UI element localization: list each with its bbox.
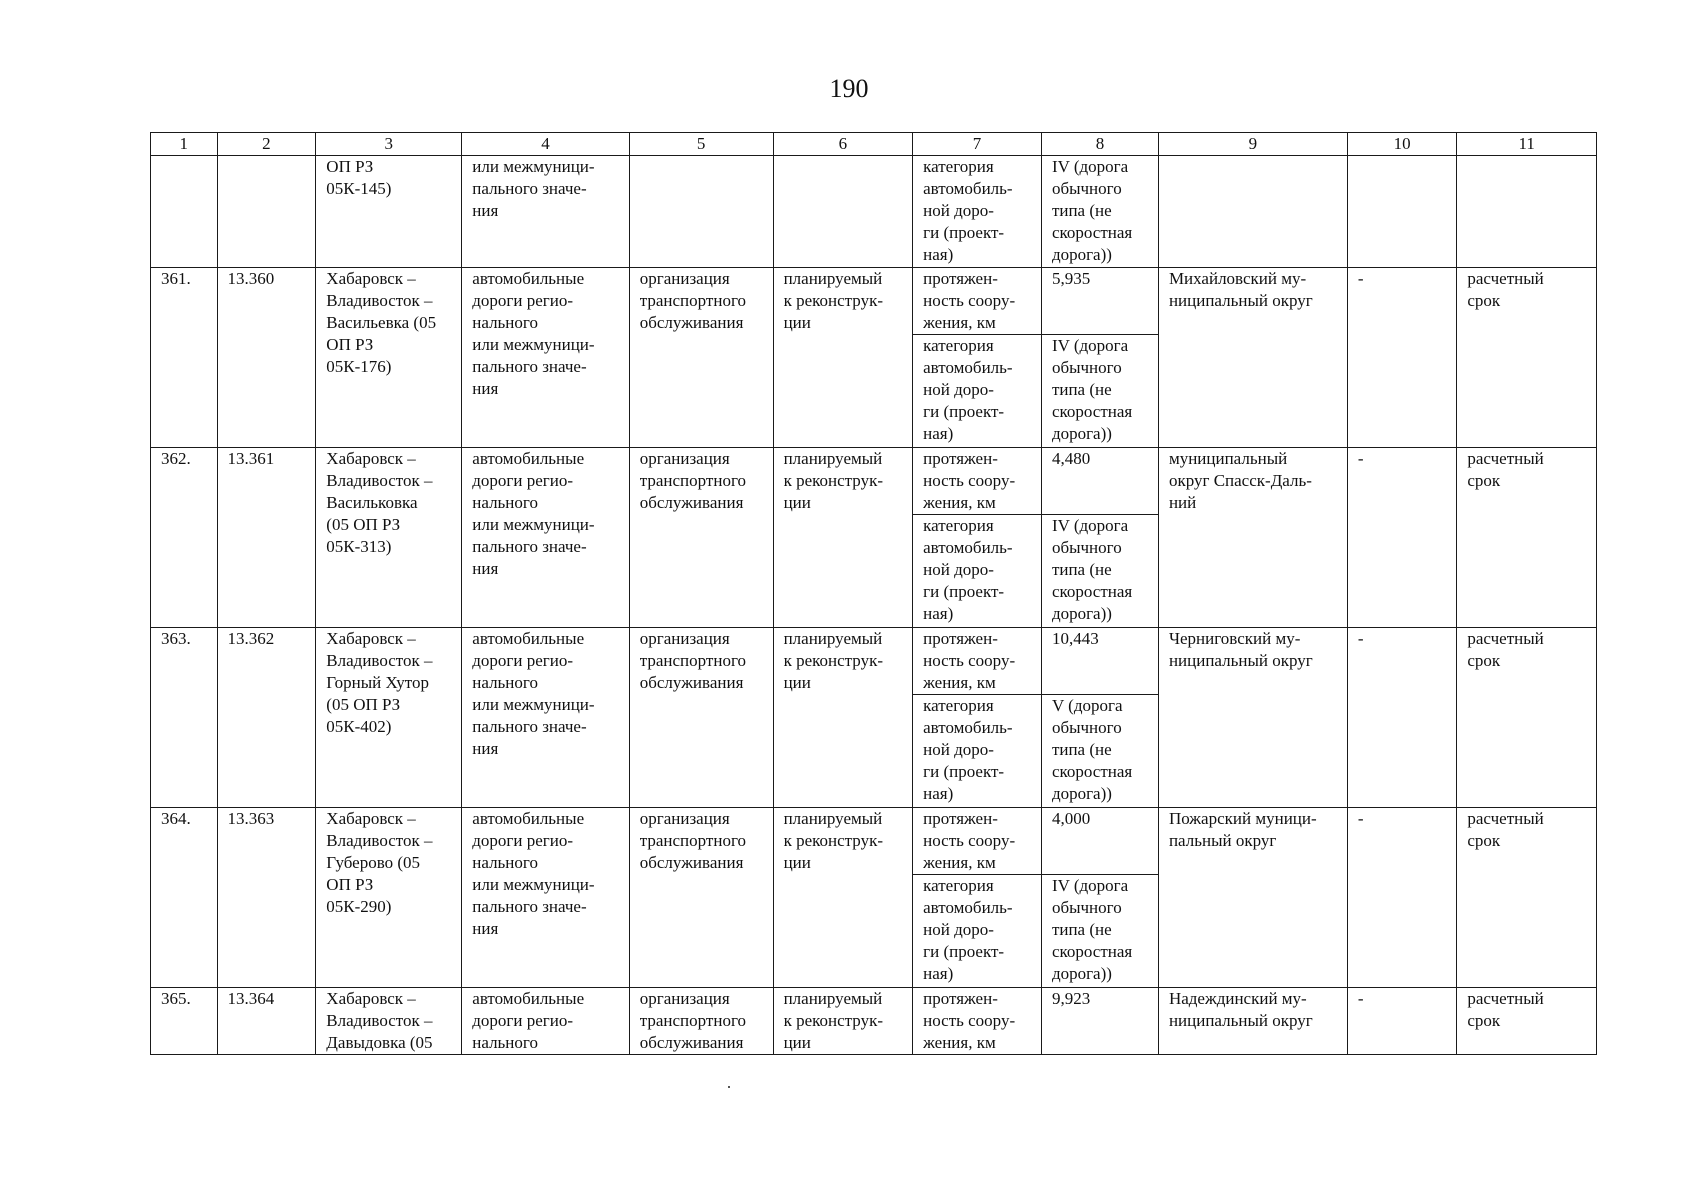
cell-num: 361. [151,268,218,448]
cell-purpose: организация транспортного обслуживания [629,628,773,808]
cell-location [1158,156,1347,268]
table-row [151,268,1597,335]
cell-status [773,156,913,268]
cell-term: расчетный срок [1457,988,1597,1055]
cell-location: Надеждинский му- ниципальный округ [1158,988,1347,1055]
cell-num: 363. [151,628,218,808]
cell-name: Хабаровск – Владивосток – Губерово (05 ОП РЗ 05К-290) [316,808,462,988]
cell-name: Хабаровск – Владивосток – Горный Хутор (05 ОП РЗ 05К-402) [316,628,462,808]
cell-param-name: категория автомобиль- ной доро- ги (проект- ная) [913,695,1042,808]
cell-purpose: организация транспортного обслуживания [629,988,773,1055]
table-row [151,448,1597,515]
cell-location: муниципальный округ Спасск-Даль- ний [1158,448,1347,628]
header-cell: 6 [773,133,913,156]
cell-param-name: протяжен- ность соору- жения, км [913,988,1042,1055]
cell-param-name: категория автомобиль- ной доро- ги (проект- ная) [913,875,1042,988]
header-cell: 5 [629,133,773,156]
cell-param-value: IV (дорога обычного типа (не скоростная дорога)) [1041,875,1158,988]
cell-type: или межмуници- пального значе- ния [462,156,629,268]
cell-purpose [629,156,773,268]
cell-purpose: организация транспортного обслуживания [629,268,773,448]
registry-table [150,132,1597,1055]
cell-status: планируемый к реконструк- ции [773,448,913,628]
cell-param-name: протяжен- ность соору- жения, км [913,268,1042,335]
cell-location: Пожарский муници- пальный округ [1158,808,1347,988]
cell-code: 13.362 [217,628,316,808]
table-row [151,988,1597,1055]
cell-zone: - [1347,628,1456,808]
header-cell: 2 [217,133,316,156]
cell-code: 13.364 [217,988,316,1055]
cell-num: 365. [151,988,218,1055]
header-cell: 10 [1347,133,1456,156]
cell-code: 13.363 [217,808,316,988]
cell-zone [1347,156,1456,268]
cell-param-value: 10,443 [1041,628,1158,695]
cell-param-value: IV (дорога обычного типа (не скоростная дорога)) [1041,335,1158,448]
cell-status: планируемый к реконструк- ции [773,268,913,448]
cell-term: расчетный срок [1457,448,1597,628]
header-cell: 11 [1457,133,1597,156]
cell-term: расчетный срок [1457,808,1597,988]
cell-param-name: протяжен- ность соору- жения, км [913,808,1042,875]
cell-zone: - [1347,808,1456,988]
cell-name: Хабаровск – Владивосток – Давыдовка (05 [316,988,462,1055]
header-cell: 3 [316,133,462,156]
cell-code: 13.361 [217,448,316,628]
cell-code: 13.360 [217,268,316,448]
cell-status: планируемый к реконструк- ции [773,808,913,988]
header-cell: 1 [151,133,218,156]
cell-param-name: категория автомобиль- ной доро- ги (проект- ная) [913,515,1042,628]
table-row [151,808,1597,875]
cell-param-value: V (дорога обычного типа (не скоростная дорога)) [1041,695,1158,808]
cell-type: автомобильные дороги регио- нального или межмуници- пального значе- ния [462,628,629,808]
cell-purpose: организация транспортного обслуживания [629,808,773,988]
cell-num: 364. [151,808,218,988]
header-row [151,133,1597,156]
cell-num: 362. [151,448,218,628]
continuation-row [151,156,1597,268]
cell-type: автомобильные дороги регио- нального [462,988,629,1055]
cell-code [217,156,316,268]
cell-param-value: 4,480 [1041,448,1158,515]
cell-zone: - [1347,268,1456,448]
header-cell: 9 [1158,133,1347,156]
cell-type: автомобильные дороги регио- нального или межмуници- пального значе- ния [462,808,629,988]
table-row [151,628,1597,695]
cell-term: расчетный срок [1457,628,1597,808]
cell-param-name: категория автомобиль- ной доро- ги (проект- ная) [913,335,1042,448]
cell-param-name: протяжен- ность соору- жения, км [913,628,1042,695]
cell-zone: - [1347,988,1456,1055]
page-number: 190 [829,74,869,103]
cell-param-value: 5,935 [1041,268,1158,335]
cell-num [151,156,218,268]
cell-location: Михайловский му- ниципальный округ [1158,268,1347,448]
cell-location: Черниговский му- ниципальный округ [1158,628,1347,808]
cell-param-value: 9,923 [1041,988,1158,1055]
cell-term: расчетный срок [1457,268,1597,448]
cell-param-name: протяжен- ность соору- жения, км [913,448,1042,515]
header-cell: 8 [1041,133,1158,156]
cell-status: планируемый к реконструк- ции [773,628,913,808]
cell-status: планируемый к реконструк- ции [773,988,913,1055]
cell-param-value: IV (дорога обычного типа (не скоростная дорога)) [1041,515,1158,628]
cell-type: автомобильные дороги регио- нального или межмуници- пального значе- ния [462,268,629,448]
cell-param-name: категория автомобиль- ной доро- ги (проект- ная) [913,156,1042,268]
cell-name: ОП РЗ 05К-145) [316,156,462,268]
cell-type: автомобильные дороги регио- нального или межмуници- пального значе- ния [462,448,629,628]
cell-param-value: IV (дорога обычного типа (не скоростная дорога)) [1041,156,1158,268]
cell-name: Хабаровск – Владивосток – Васильевка (05 ОП РЗ 05К-176) [316,268,462,448]
cell-name: Хабаровск – Владивосток – Васильковка (05 ОП РЗ 05К-313) [316,448,462,628]
cell-zone: - [1347,448,1456,628]
header-cell: 4 [462,133,629,156]
header-cell: 7 [913,133,1042,156]
cell-purpose: организация транспортного обслуживания [629,448,773,628]
cell-term [1457,156,1597,268]
cell-param-value: 4,000 [1041,808,1158,875]
scan-speck [728,1086,730,1088]
